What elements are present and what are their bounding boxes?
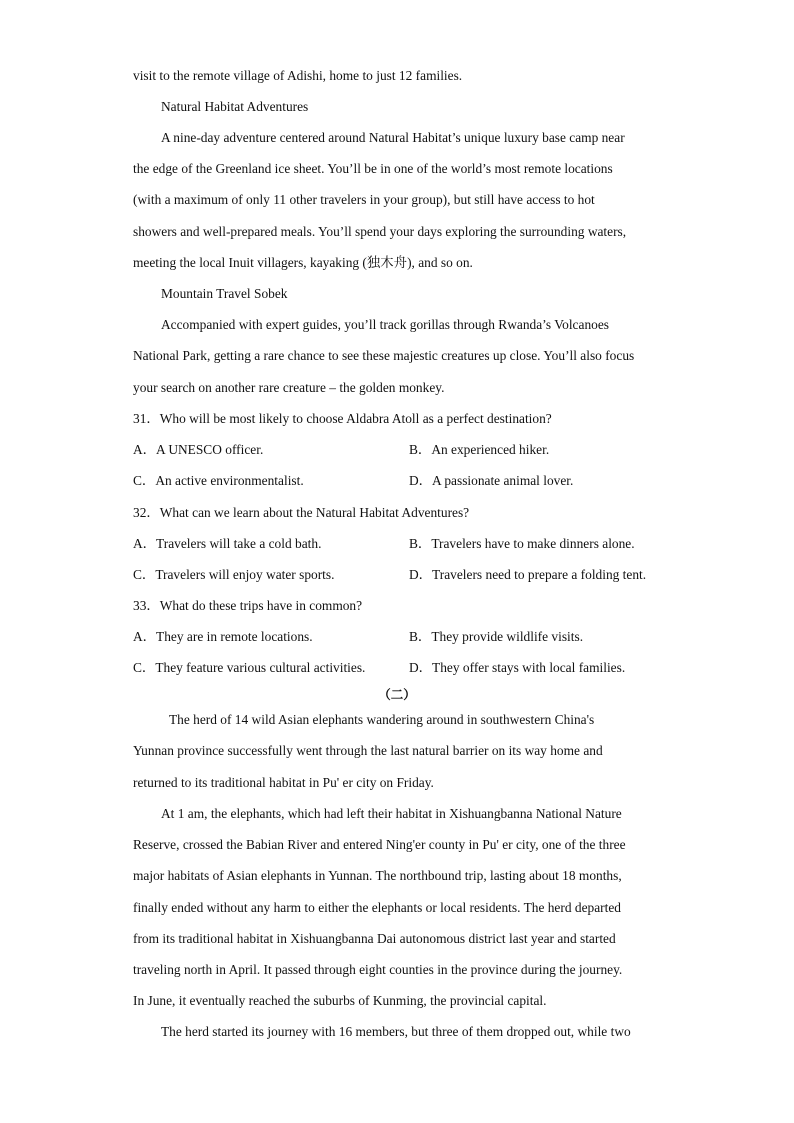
question-32-option-d[interactable]: D．Travelers need to prepare a folding tent. bbox=[409, 567, 647, 582]
paragraph-line: A nine-day adventure centered around Natural Habitat’s unique luxury base camp near bbox=[161, 130, 625, 145]
paragraph-line: Reserve, crossed the Babian River and entered Ning'er county in Pu' er city, one of the three bbox=[133, 837, 626, 852]
question-31-stem: 31．Who will be most likely to choose Aldabra Atoll as a perfect destination? bbox=[133, 411, 552, 426]
section-heading: （二） bbox=[378, 687, 416, 702]
question-31-option-c[interactable]: C．An active environmentalist. bbox=[133, 473, 304, 488]
section-title-mountain-travel: Mountain Travel Sobek bbox=[161, 286, 288, 301]
paragraph-line: your search on another rare creature – the golden monkey. bbox=[133, 380, 445, 395]
paragraph-line: traveling north in April. It passed through eight counties in the province during the journey. bbox=[133, 962, 623, 977]
paragraph-line: Yunnan province successfully went through the last natural barrier on its way home and bbox=[133, 743, 603, 758]
paragraph-line: Accompanied with expert guides, you’ll track gorillas through Rwanda’s Volcanoes bbox=[161, 317, 609, 332]
paragraph-line: showers and well-prepared meals. You’ll spend your days exploring the surrounding waters, bbox=[133, 224, 627, 239]
paragraph-line: major habitats of Asian elephants in Yunnan. The northbound trip, lasting about 18 months, bbox=[133, 868, 622, 883]
paragraph-line: National Park, getting a rare chance to see these majestic creatures up close. You’ll also focus bbox=[133, 348, 635, 363]
paragraph-line: (with a maximum of only 11 other travelers in your group), but still have access to hot bbox=[133, 192, 595, 207]
question-33-option-c[interactable]: C．They feature various cultural activities. bbox=[133, 660, 366, 675]
question-32-option-a[interactable]: A．Travelers will take a cold bath. bbox=[133, 536, 322, 551]
paragraph-line: finally ended without any harm to either the elephants or local residents. The herd departed bbox=[133, 900, 621, 915]
paragraph-line: The herd of 14 wild Asian elephants wandering around in southwestern China's bbox=[169, 712, 595, 727]
paragraph-line: At 1 am, the elephants, which had left their habitat in Xishuangbanna National Nature bbox=[161, 806, 622, 821]
question-32-option-b[interactable]: B．Travelers have to make dinners alone. bbox=[409, 536, 635, 551]
question-33-stem: 33．What do these trips have in common? bbox=[133, 598, 363, 613]
question-32-option-c[interactable]: C．Travelers will enjoy water sports. bbox=[133, 567, 335, 582]
paragraph-line: returned to its traditional habitat in Pu' er city on Friday. bbox=[133, 775, 434, 790]
question-31-option-a[interactable]: A．A UNESCO officer. bbox=[133, 442, 264, 457]
question-32-stem: 32．What can we learn about the Natural Habitat Adventures? bbox=[133, 505, 470, 520]
question-31-option-d[interactable]: D．A passionate animal lover. bbox=[409, 473, 574, 488]
paragraph-line: meeting the local Inuit villagers, kayaking (独木舟), and so on. bbox=[133, 255, 473, 270]
paragraph-line: from its traditional habitat in Xishuangbanna Dai autonomous district last year and started bbox=[133, 931, 616, 946]
question-33-option-b[interactable]: B．They provide wildlife visits. bbox=[409, 629, 584, 644]
paragraph-line: The herd started its journey with 16 members, but three of them dropped out, while two bbox=[161, 1024, 631, 1039]
paragraph-line: the edge of the Greenland ice sheet. You’ll be in one of the world’s most remote locations bbox=[133, 161, 613, 176]
paragraph-line: In June, it eventually reached the suburbs of Kunming, the provincial capital. bbox=[133, 993, 547, 1008]
question-33-option-a[interactable]: A．They are in remote locations. bbox=[133, 629, 313, 644]
question-31-option-b[interactable]: B．An experienced hiker. bbox=[409, 442, 550, 457]
paragraph-line: visit to the remote village of Adishi, home to just 12 families. bbox=[133, 68, 463, 83]
question-33-option-d[interactable]: D．They offer stays with local families. bbox=[409, 660, 626, 675]
section-title-natural-habitat: Natural Habitat Adventures bbox=[161, 99, 309, 114]
